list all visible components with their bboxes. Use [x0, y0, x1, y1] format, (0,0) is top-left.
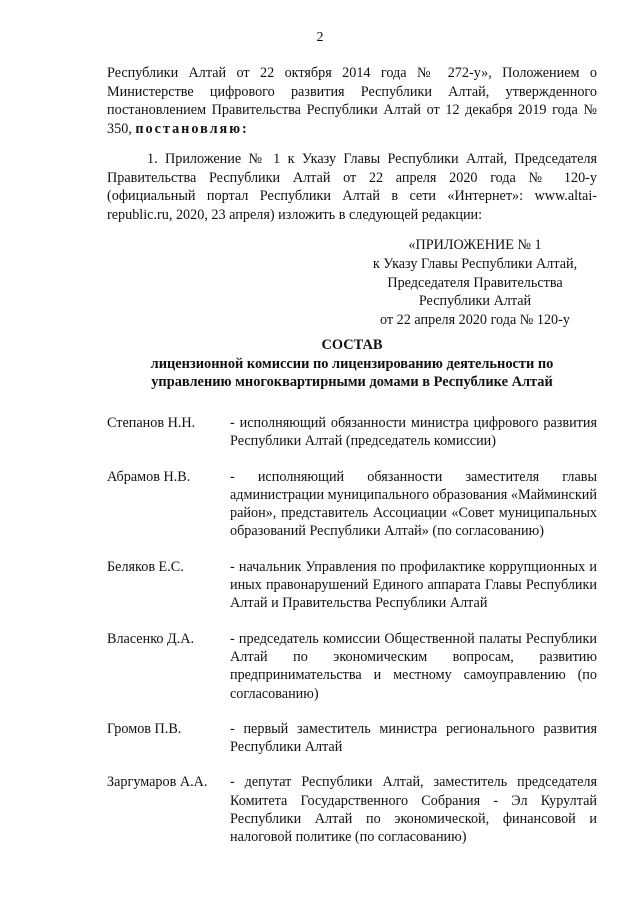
member-name: Абрамов Н.В.	[107, 468, 191, 485]
member-role: - исполняющий обязанности заместителя главы администрации муниципального образования «Майминский район», представитель Ассоциации «Совет муниципальных образований Республики Алтай» (по согласованию)	[230, 468, 597, 540]
decree-word: постановляю:	[135, 120, 249, 137]
page-number: 2	[316, 30, 324, 45]
intro-line: Республики Алтай от 22 октября 2014 года № 272-у», Положением о	[107, 65, 597, 81]
member-name: Беляков Е.С.	[107, 558, 184, 575]
member-role: - председатель комиссии Общественной палаты Республики Алтай по экономическим вопросам, развитию предпринимательства и местному самоуправлению (по согласованию)	[230, 630, 597, 702]
document-title	[107, 336, 597, 392]
member-row	[107, 558, 597, 613]
member-name: Громов П.В.	[107, 720, 182, 737]
member-row	[107, 720, 597, 757]
title-heading: СОСТАВ	[321, 337, 383, 353]
title-line: лицензионной комиссии по лицензированию деятельности по	[150, 355, 554, 372]
title-line: управлению многоквартирными домами в Республике Алтай	[151, 374, 553, 390]
member-name: Степанов Н.Н.	[107, 415, 196, 431]
appendix-line: Республики Алтай	[418, 293, 532, 310]
member-row	[107, 414, 597, 451]
member-row	[107, 468, 597, 541]
member-row	[107, 630, 597, 703]
appendix-line: «ПРИЛОЖЕНИЕ № 1	[408, 237, 542, 253]
member-role: - депутат Республики Алтай, заместитель председателя Комитета Государственного Собрания - Эл Курултай Республики Алтай по экономической, финансовой и налоговой политике (по согласованию)	[230, 774, 597, 846]
intro-line: № 350,	[107, 102, 598, 137]
appendix-line: Председателя Правительства	[387, 274, 563, 291]
intro-line: постановлением Правительства Республики Алтай от 12 декабря 2019 года	[107, 102, 578, 118]
member-name: Власенко Д.А.	[107, 630, 195, 647]
members-list	[107, 414, 597, 864]
member-row	[107, 773, 597, 846]
intro-line: Министерстве цифрового развития Республики Алтай, утвержденного	[107, 83, 597, 100]
member-role: - исполняющий обязанности министра цифрового развития Республики Алтай (председатель комиссии)	[230, 415, 597, 450]
member-role: - первый заместитель министра регионального развития Республики Алтай	[230, 720, 597, 756]
appendix-line: от 22 апреля 2020 года № 120-у	[380, 312, 570, 329]
member-role: - начальник Управления по профилактике коррупционных и иных правонарушений Единого аппарата Главы Республики Алтай и Правительства Республики Алтай	[230, 558, 597, 612]
intro-paragraph	[107, 64, 597, 138]
appendix-header	[355, 236, 595, 330]
appendix-line: к Указу Главы Республики Алтай,	[372, 255, 578, 272]
member-name: Заргумаров А.А.	[107, 774, 208, 791]
amendment-paragraph: 1. Приложение № 1 к Указу Главы Республики Алтай, Председателя Правительства Республики Алтай от 22 апреля 2020 года № 120-у (официальный портал Республики Алтай в сети «Интернет»: www.altai-republic.ru, 2020, 23 апреля) изложить в следующей редакции:	[107, 151, 597, 223]
